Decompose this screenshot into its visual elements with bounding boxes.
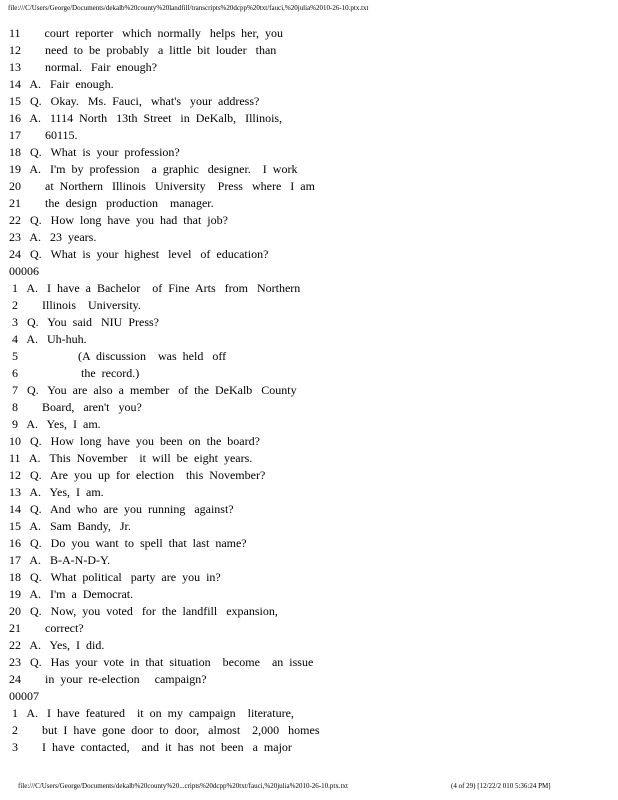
transcript-line: 16 A. 1114 North 13th Street in DeKalb, Illinois,: [9, 111, 283, 125]
transcript-line: 12 Q. Are you up for election this November?: [9, 468, 266, 482]
transcript-line: 17 A. B-A-N-D-Y.: [9, 553, 111, 567]
transcript-line: 15 Q. Okay. Ms. Fauci, what's your address?: [9, 94, 260, 108]
transcript-line: 3 I have contacted, and it has not been a major: [9, 740, 292, 754]
transcript-line: 11 court reporter which normally helps her, you: [9, 26, 284, 40]
transcript-line: 14 Q. And who are you running against?: [9, 502, 234, 516]
file-path-header: file:///C/Users/George/Documents/dekalb%20county%20landfill/transcripts%20dcpp%20txt/fauci,%20julia%2010-26-10.ptx.txt: [8, 4, 369, 12]
transcript-line: 14 A. Fair enough.: [9, 77, 114, 91]
transcript-line: 22 Q. How long have you had that job?: [9, 213, 228, 227]
transcript-line: 7 Q. You are also a member of the DeKalb County: [9, 383, 297, 397]
page-marker: 00006: [9, 264, 39, 278]
transcript-line: 16 Q. Do you want to spell that last name?: [9, 536, 247, 550]
transcript-line: 6 the record.): [9, 366, 140, 380]
transcript-line: 18 Q. What is your profession?: [9, 145, 180, 159]
transcript-line: 5 (A discussion was held off: [9, 349, 227, 363]
transcript-line: 18 Q. What political party are you in?: [9, 570, 221, 584]
transcript-line: 1 A. I have a Bachelor of Fine Arts from Northern: [9, 281, 301, 295]
page-footer: [0, 782, 618, 794]
transcript-line: 2 but I have gone door to door, almost 2,000 homes: [9, 723, 320, 737]
transcript-line: 10 Q. How long have you been on the board?: [9, 434, 260, 448]
transcript-line: 20 at Northern Illinois University Press where I am: [9, 179, 315, 193]
transcript-line: 21 the design production manager.: [9, 196, 214, 210]
transcript-line: 19 A. I'm by profession a graphic designer. I work: [9, 162, 298, 176]
transcript-line: 1 A. I have featured it on my campaign literature,: [9, 706, 294, 720]
transcript-line: 8 Board, aren't you?: [9, 400, 142, 414]
transcript-line: 2 Illinois University.: [9, 298, 141, 312]
transcript-line: 17 60115.: [9, 128, 78, 142]
transcript-line: 21 correct?: [9, 621, 84, 635]
transcript-line: 23 Q. Has your vote in that situation become an issue: [9, 655, 314, 669]
page-marker: 00007: [9, 689, 39, 703]
transcript-line: 24 in your re-election campaign?: [9, 672, 207, 686]
transcript-line: 13 normal. Fair enough?: [9, 60, 157, 74]
footer-file-path: file:///C/Users/George/Documents/dekalb%20county%20...cripts%20dcpp%20txt/fauci,%20julia%2010-26-10.ptx.txt: [18, 782, 348, 790]
footer-page-info: (4 of 29) [12/22/2 010 5:36:24 PM]: [451, 782, 551, 790]
transcript-line: 15 A. Sam Bandy, Jr.: [9, 519, 131, 533]
transcript-line: 3 Q. You said NIU Press?: [9, 315, 160, 329]
transcript-line: 24 Q. What is your highest level of education?: [9, 247, 269, 261]
transcript-body: [9, 25, 609, 756]
transcript-line: 9 A. Yes, I am.: [9, 417, 101, 431]
transcript-line: 4 A. Uh-huh.: [9, 332, 87, 346]
transcript-line: 12 need to be probably a little bit louder than: [9, 43, 277, 57]
transcript-line: 23 A. 23 years.: [9, 230, 97, 244]
transcript-line: 19 A. I'm a Democrat.: [9, 587, 134, 601]
transcript-line: 20 Q. Now, you voted for the landfill expansion,: [9, 604, 278, 618]
transcript-line: 13 A. Yes, I am.: [9, 485, 104, 499]
transcript-line: 11 A. This November it will be eight years.: [9, 451, 253, 465]
transcript-line: 22 A. Yes, I did.: [9, 638, 105, 652]
